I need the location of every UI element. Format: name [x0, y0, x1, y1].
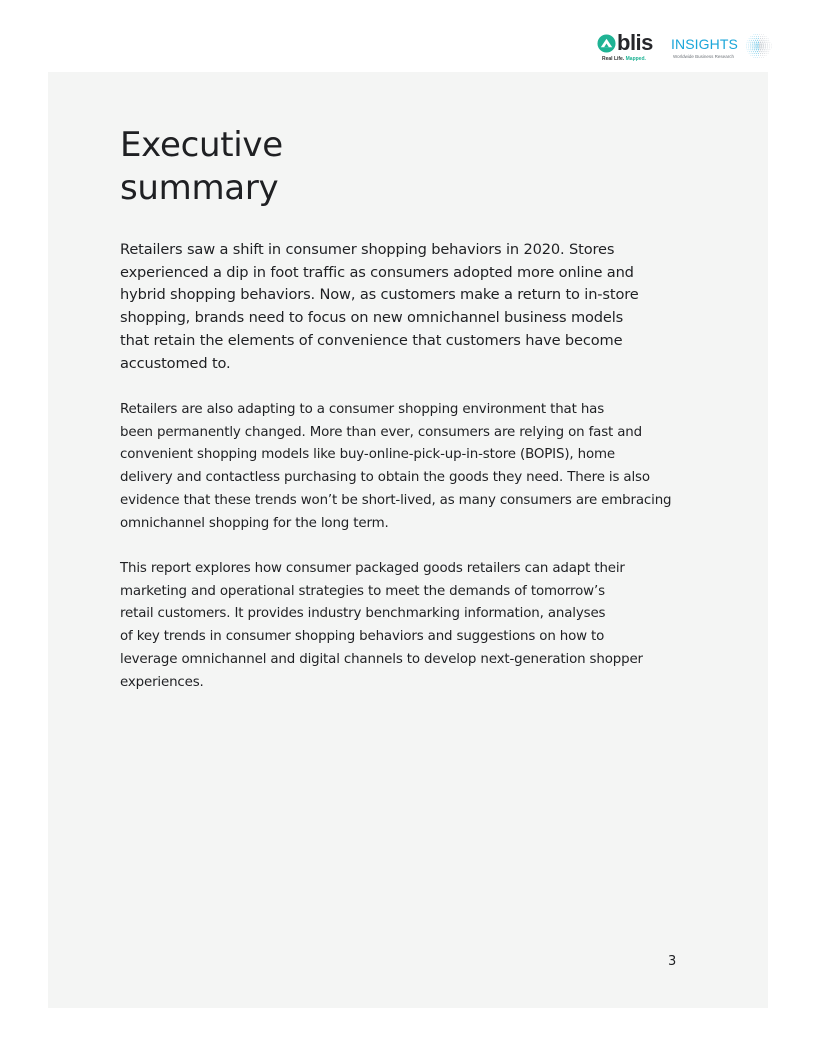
blis-logo [597, 32, 657, 64]
paragraph-line: delivery and contactless purchasing to obtain the goods they need. There is also [120, 470, 650, 486]
intro-paragraph [120, 239, 639, 375]
blis-tagline-part2: Mapped. [625, 56, 646, 62]
paragraph-line: leverage omnichannel and digital channels to develop next-generation shopper [120, 651, 643, 667]
blis-mountain-icon [597, 34, 616, 53]
body-paragraph-report [120, 558, 643, 694]
paragraph-line: hybrid shopping behaviors. Now, as customers make a return to in-store [120, 286, 639, 304]
blis-wordmark: blis [617, 30, 653, 55]
blis-tagline-part1: Real Life. [602, 56, 625, 62]
page-title-line: Executive [120, 125, 283, 165]
paragraph-line: shopping, brands need to focus on new omnichannel business models [120, 309, 624, 327]
paragraph-line: Retailers are also adapting to a consumer shopping environment that has [120, 402, 605, 417]
paragraph-line: been permanently changed. More than ever, consumers are relying on fast and [120, 424, 642, 440]
paragraph-line: experiences. [120, 674, 204, 690]
page-title-line: summary [120, 168, 279, 208]
insights-logo [671, 35, 781, 63]
content-panel [48, 72, 768, 1008]
page-header [0, 28, 816, 68]
paragraph-line: evidence that these trends won’t be short-lived, as many consumers are embracing [120, 492, 672, 508]
paragraph-line: Retailers saw a shift in consumer shopping behaviors in 2020. Stores [120, 241, 615, 258]
paragraph-line: of key trends in consumer shopping behaviors and suggestions on how to [120, 629, 605, 645]
page-title [120, 124, 520, 210]
insights-subtitle: Worldwide Business Research [673, 54, 734, 59]
body-paragraph-adapting [120, 399, 671, 535]
paragraph-line: accustomed to. [120, 354, 231, 372]
page-number: 3 [668, 954, 677, 969]
paragraph-line: experienced a dip in foot traffic as consumers adopted more online and [120, 263, 634, 281]
dotted-globe-icon [745, 32, 773, 60]
paragraph-line: omnichannel shopping for the long term. [120, 515, 389, 531]
blis-tagline [602, 56, 646, 62]
paragraph-line: that retain the elements of convenience that customers have become [120, 331, 623, 349]
paragraph-line: convenient shopping models like buy-online-pick-up-in-store (BOPIS), home [120, 447, 615, 463]
insights-wordmark: INSIGHTS [671, 36, 738, 52]
paragraph-line: This report explores how consumer packaged goods retailers can adapt their [120, 561, 625, 576]
paragraph-line: retail customers. It provides industry benchmarking information, analyses [120, 606, 606, 622]
paragraph-line: marketing and operational strategies to meet the demands of tomorrow’s [120, 583, 605, 599]
